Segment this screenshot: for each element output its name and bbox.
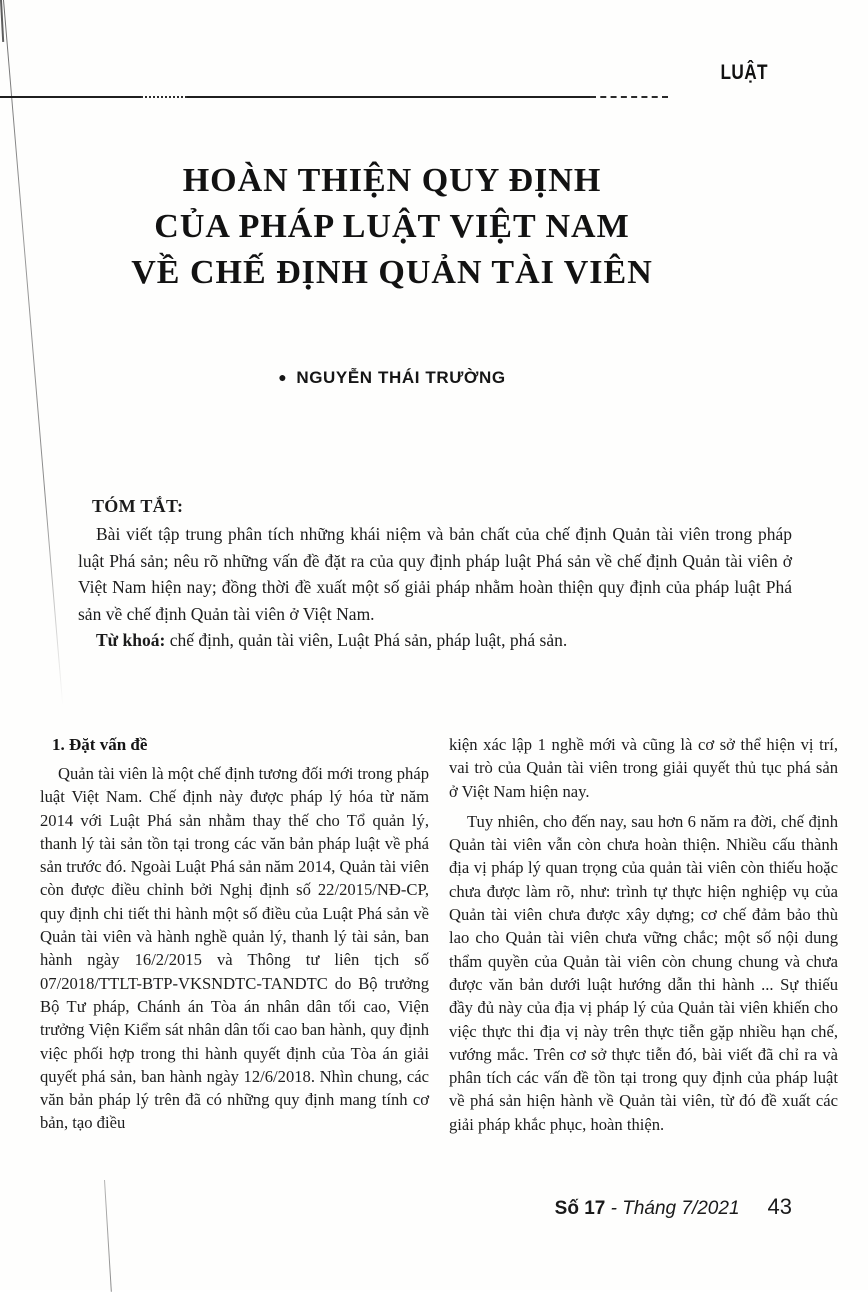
body-paragraph: Quản tài viên là một chế định tương đối mới trong pháp luật Việt Nam. Chế định này được pháp lý hóa từ năm 2014 với Luật Phá sản nhằm thay thế cho Tổ quản lý, thanh lý tài sản tồn tại trong các văn bản pháp luật về phá sản trước đó. Ngoài Luật Phá sản năm 2014, Quản tài viên còn được điều chỉnh bởi Nghị định số 22/2015/NĐ-CP, quy định chi tiết thi hành một số điều của Luật Phá sản về Quản tài viên và hành nghề quản lý, thanh lý tài sản, ban hành ngày 16/2/2015 và Thông tư liên tịch số 07/2018/TTLT-BTP-VKSNDTC-TANDTC do Bộ trưởng Bộ Tư pháp, Chánh án Tòa án nhân dân tối cao, Viện trưởng Viện Kiểm sát nhân dân tối cao ban hành, quy định việc phối hợp trong thi hành quyết định của Tòa án giải quyết phá sản, ban hành ngày 12/6/2018. Nhìn chung, các văn bản pháp lý trên đã có những quy định mang tính cơ bản, tạo điều bbox=[40, 764, 429, 1133]
keywords-label: Từ khoá: bbox=[96, 630, 166, 650]
article-title-line: VỀ CHẾ ĐỊNH QUẢN TÀI VIÊN bbox=[131, 254, 653, 291]
issue-info bbox=[555, 1198, 740, 1220]
page-footer bbox=[555, 1194, 792, 1220]
issue-date: - Tháng 7/2021 bbox=[605, 1198, 740, 1219]
abstract-text: Bài viết tập trung phân tích những khái niệm và bản chất của chế định Quản tài viên trong pháp luật Phá sản; nêu rõ những vấn đề đặt ra của quy định pháp luật Phá sản về chế định Quản tài viên ở Việt Nam hiện nay; đồng thời đề xuất một số giải pháp nhằm hoàn thiện quy định của pháp luật Phá sản về chế định Quản tài viên ở Việt Nam. bbox=[78, 524, 792, 624]
body-paragraph: Tuy nhiên, cho đến nay, sau hơn 6 năm ra đời, chế định Quản tài viên vẫn còn chưa hoàn thiện. Nhiều cấu thành địa vị pháp lý quan trọng của quản tài viên còn thiếu hoặc chưa được làm rõ, như: trình tự thực hiện nghiệp vụ của Quản tài viên chưa được xây dựng; cơ chế đảm bảo thù lao cho Quản tài viên chưa vững chắc; một số nội dung thẩm quyền của Quản tài viên còn chung chung và chưa được văn bản dưới luật hướng dẫn thi hành ... Sự thiếu đầy đủ này của địa vị pháp lý của Quản tài viên khiến cho việc thực thi địa vị này trên thực tiễn gặp nhiều hạn chế, vướng mắc. Trên cơ sở thực tiễn đó, bài viết đã chỉ ra và phân tích các vấn đề tồn tại trong quy định của pháp luật về phá sản hiện hành về Quản tài viên, từ đó đề xuất các giải pháp khắc phục, hoàn thiện. bbox=[449, 811, 838, 1134]
author-name: NGUYỄN THÁI TRƯỜNG bbox=[296, 368, 506, 387]
scan-edge-mark bbox=[0, 0, 4, 42]
abstract-section bbox=[78, 496, 792, 654]
body-columns bbox=[40, 733, 838, 1136]
header-rule-segment bbox=[590, 96, 668, 98]
page-number: 43 bbox=[767, 1194, 792, 1219]
author-line bbox=[0, 368, 784, 388]
section-heading: 1. Đặt vấn đề bbox=[52, 735, 148, 754]
author-bullet-icon: ● bbox=[278, 369, 288, 385]
journal-section-label: LUẬT bbox=[720, 61, 768, 84]
header-rule-segment bbox=[0, 96, 141, 98]
body-paragraph: kiện xác lập 1 nghề mới và cũng là cơ sở thể hiện vị trí, vai trò của Quản tài viên trong giải quyết thủ tục phá sản ở Việt Nam hiện nay. bbox=[449, 735, 838, 801]
header-rule-segment bbox=[187, 96, 590, 98]
keywords-text: chế định, quản tài viên, Luật Phá sản, pháp luật, phá sản. bbox=[165, 630, 568, 650]
article-title-line: CỦA PHÁP LUẬT VIỆT NAM bbox=[154, 208, 630, 245]
body-column-right bbox=[449, 733, 838, 1136]
keywords-line bbox=[78, 627, 792, 654]
article-title bbox=[0, 158, 784, 296]
article-title-line: HOÀN THIỆN QUY ĐỊNH bbox=[182, 162, 602, 199]
body-column-left bbox=[40, 733, 429, 1136]
header-rule bbox=[0, 96, 868, 99]
scan-crease-line-bottom bbox=[104, 1180, 112, 1292]
abstract-heading: TÓM TẮT: bbox=[92, 496, 184, 516]
scan-crease-line-top bbox=[3, 0, 63, 706]
issue-number: Số 17 bbox=[554, 1198, 606, 1219]
header-rule-segment bbox=[141, 96, 187, 98]
